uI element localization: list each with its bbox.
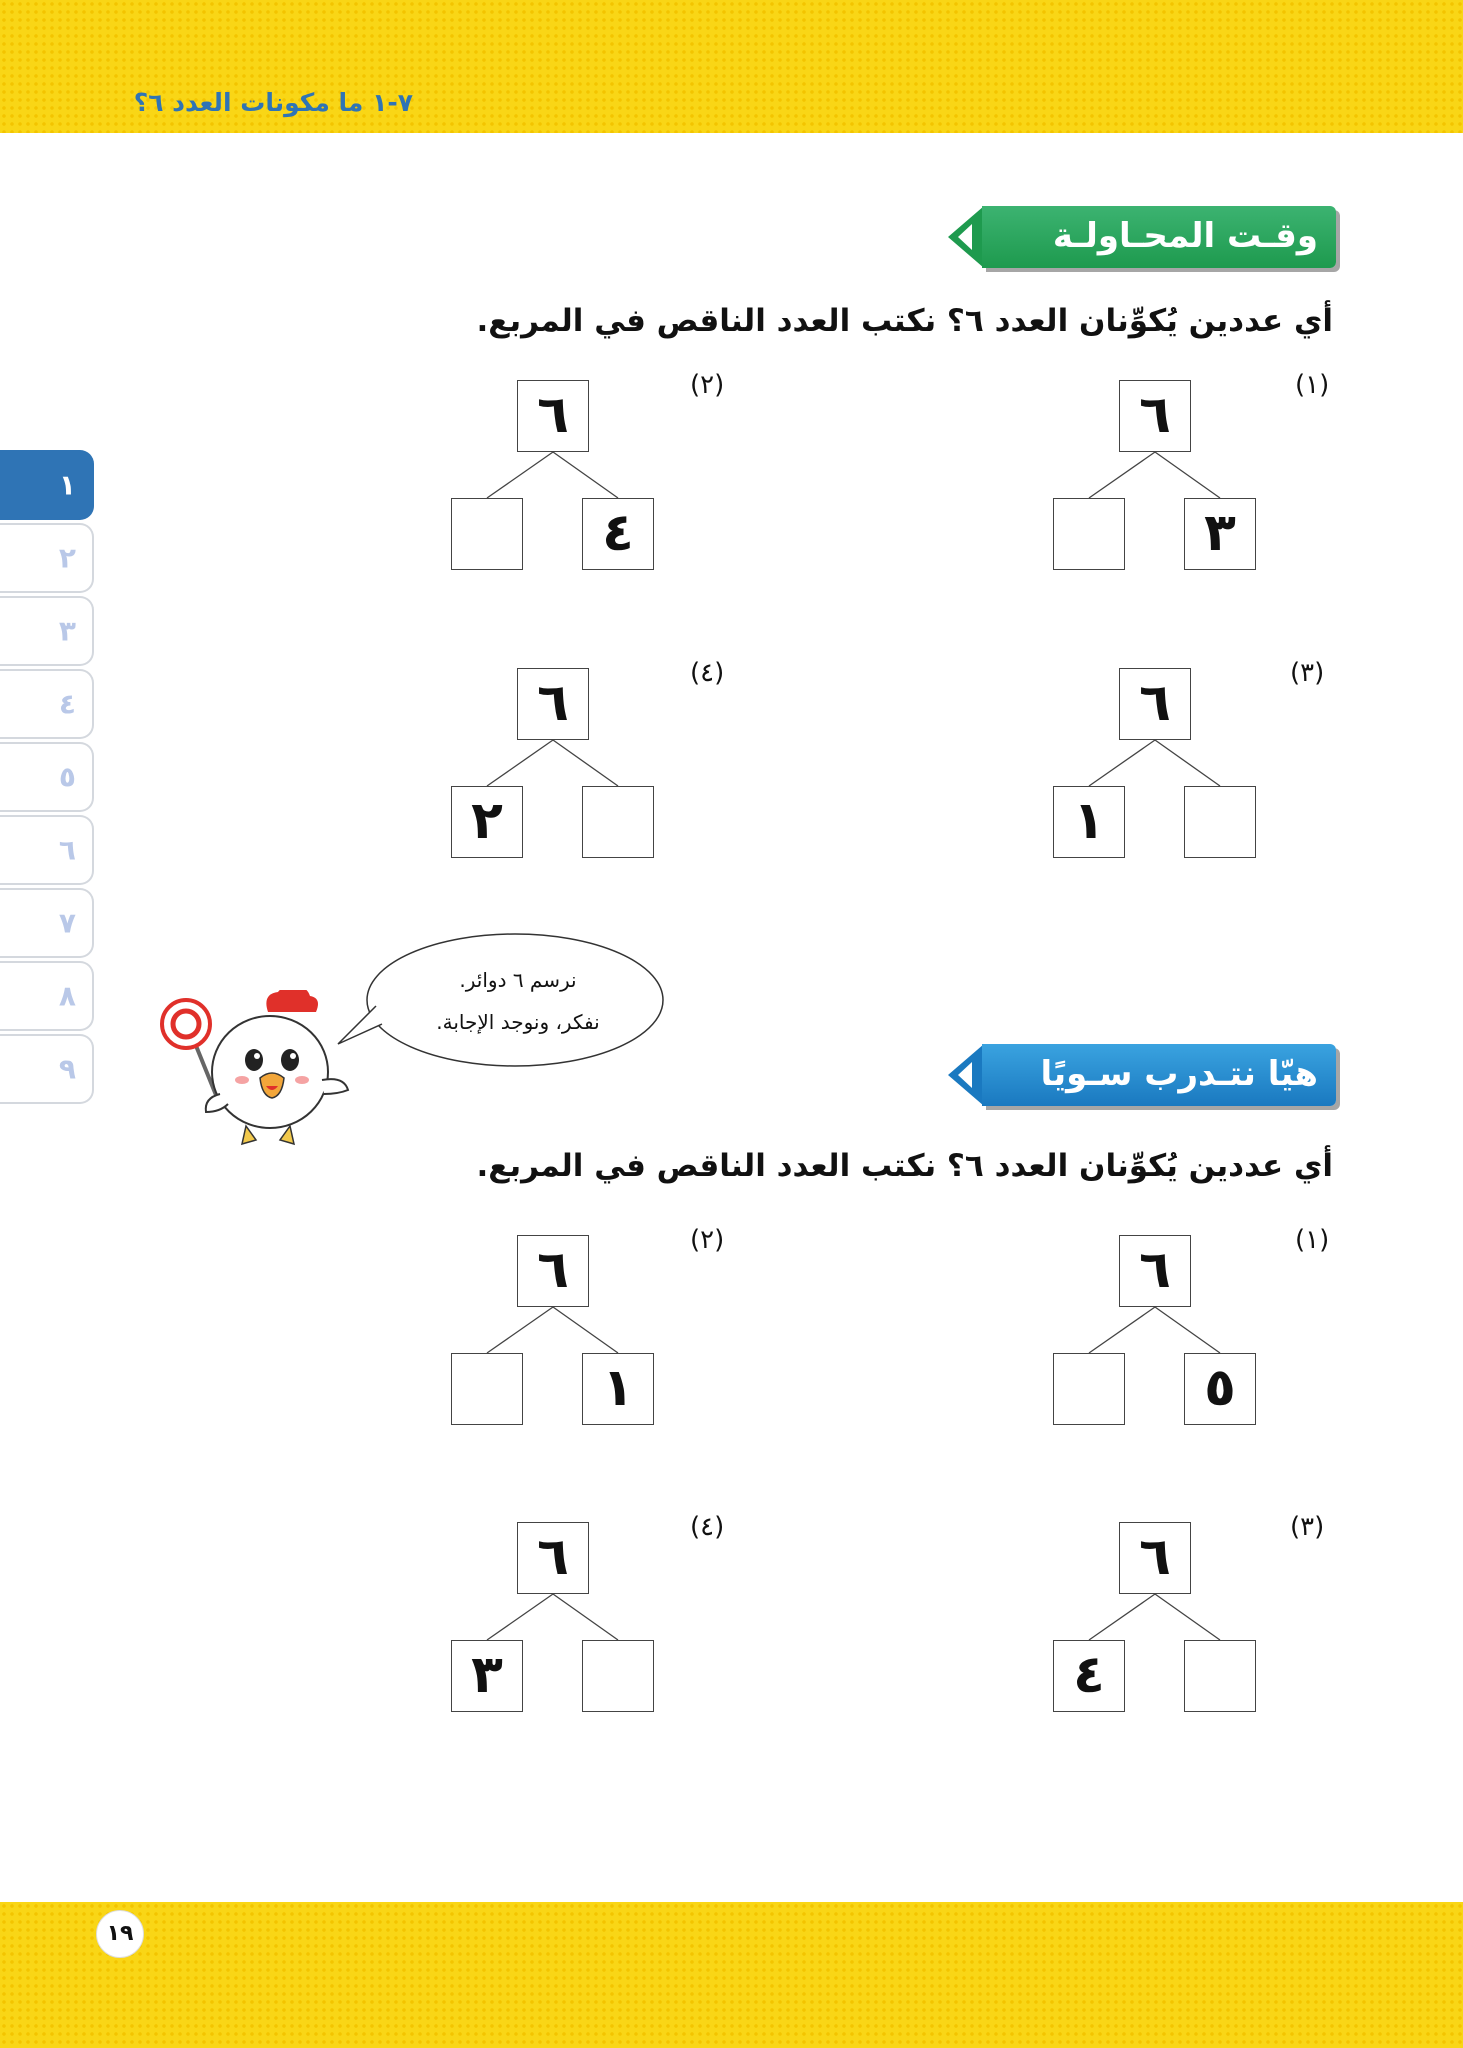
side-tab-2[interactable]: ٢ bbox=[0, 523, 94, 593]
problem-label: (٢) bbox=[690, 1225, 725, 1255]
side-tab-8[interactable]: ٨ bbox=[0, 961, 94, 1031]
answer-box[interactable] bbox=[1053, 1353, 1125, 1425]
side-tab-3[interactable]: ٣ bbox=[0, 596, 94, 666]
answer-box[interactable] bbox=[582, 786, 654, 858]
part-box: ٥ bbox=[1184, 1353, 1256, 1425]
whole-box: ٦ bbox=[517, 1235, 589, 1307]
number-bond bbox=[451, 1235, 671, 1430]
whole-box: ٦ bbox=[517, 668, 589, 740]
question-text: أي عددين يُكوِّنان العدد ٦؟ نكتب العدد الناقص في المربع. bbox=[476, 303, 1333, 339]
whole-box: ٦ bbox=[517, 1522, 589, 1594]
answer-box[interactable] bbox=[451, 1353, 523, 1425]
whole-box: ٦ bbox=[1119, 1235, 1191, 1307]
answer-box[interactable] bbox=[582, 1640, 654, 1712]
problem-label: (٤) bbox=[690, 1512, 725, 1542]
side-tab-5[interactable]: ٥ bbox=[0, 742, 94, 812]
problem-label: (١) bbox=[1295, 1225, 1330, 1255]
number-bond bbox=[1053, 1235, 1273, 1430]
footer-band bbox=[0, 1902, 1463, 2048]
whole-box: ٦ bbox=[517, 380, 589, 452]
side-tab-1[interactable]: ١ bbox=[0, 450, 94, 520]
answer-box[interactable] bbox=[451, 498, 523, 570]
speech-line-2: نفكر، ونوجد الإجابة. bbox=[436, 1010, 600, 1034]
whole-box: ٦ bbox=[1119, 1522, 1191, 1594]
problem-label: (١) bbox=[1295, 370, 1330, 400]
number-bond bbox=[451, 668, 671, 863]
number-bond bbox=[1053, 380, 1273, 575]
part-box: ١ bbox=[1053, 786, 1125, 858]
answer-box[interactable] bbox=[1184, 1640, 1256, 1712]
number-bond bbox=[451, 1522, 671, 1717]
number-bond bbox=[451, 380, 671, 575]
problem-label: (٤) bbox=[690, 658, 725, 688]
speech-bubble bbox=[350, 932, 655, 1070]
answer-box[interactable] bbox=[1053, 498, 1125, 570]
problem-label: (٢) bbox=[690, 370, 725, 400]
number-bond bbox=[1053, 668, 1273, 863]
chick-mascot-icon bbox=[150, 990, 350, 1170]
part-box: ٤ bbox=[1053, 1640, 1125, 1712]
problem-label: (٣) bbox=[1290, 658, 1325, 688]
chapter-title: ٧-١ ما مكونات العدد ٦؟ bbox=[133, 88, 413, 117]
part-box: ٣ bbox=[451, 1640, 523, 1712]
section-banner-practice: هيّا نتـدرب سـويًا bbox=[948, 1044, 1336, 1106]
part-box: ٤ bbox=[582, 498, 654, 570]
question-text: أي عددين يُكوِّنان العدد ٦؟ نكتب العدد الناقص في المربع. bbox=[476, 1148, 1333, 1184]
page-number: ١٩ bbox=[96, 1910, 144, 1958]
part-box: ١ bbox=[582, 1353, 654, 1425]
whole-box: ٦ bbox=[1119, 380, 1191, 452]
number-bond bbox=[1053, 1522, 1273, 1717]
side-tab-6[interactable]: ٦ bbox=[0, 815, 94, 885]
part-box: ٢ bbox=[451, 786, 523, 858]
problem-label: (٣) bbox=[1290, 1512, 1325, 1542]
answer-box[interactable] bbox=[1184, 786, 1256, 858]
part-box: ٣ bbox=[1184, 498, 1256, 570]
section-banner-try: وقـت المحـاولـة bbox=[948, 206, 1336, 268]
side-tab-4[interactable]: ٤ bbox=[0, 669, 94, 739]
side-tab-9[interactable]: ٩ bbox=[0, 1034, 94, 1104]
side-tab-7[interactable]: ٧ bbox=[0, 888, 94, 958]
speech-line-1: نرسم ٦ دوائر. bbox=[459, 968, 577, 992]
whole-box: ٦ bbox=[1119, 668, 1191, 740]
